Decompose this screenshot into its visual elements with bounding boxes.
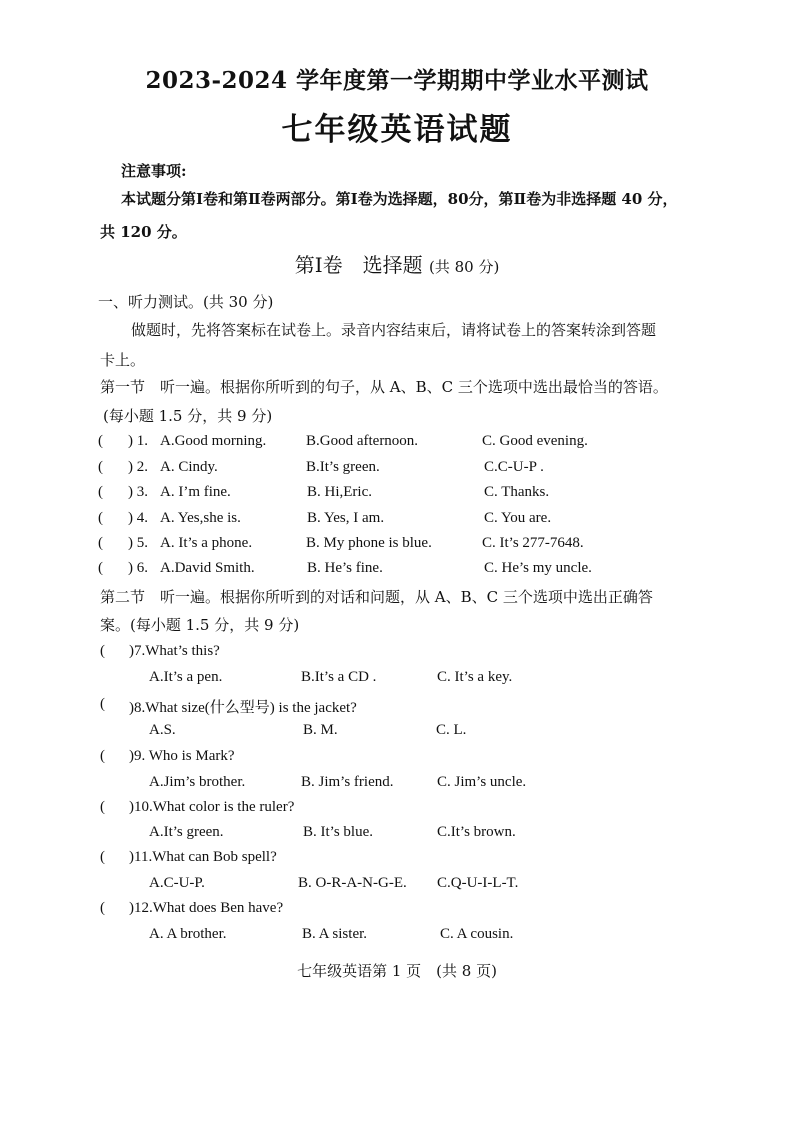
option-a: A.C-U-P. xyxy=(149,875,205,891)
option-b: B. My phone is blue. xyxy=(306,535,432,551)
volume-title: 第Ⅰ卷 选择题 xyxy=(294,253,423,277)
section1-instruction-line2: (每小题 1.5 分，共 9 分) xyxy=(103,407,273,425)
answer-bracket: ( xyxy=(98,459,103,475)
option-b: B. Yes, I am. xyxy=(307,510,385,526)
option-a: A.It’s green. xyxy=(149,824,224,840)
option-b: B. O-R-A-N-G-E. xyxy=(298,875,407,891)
question-number: ) 1. xyxy=(128,433,148,449)
part-heading: 一、听力测试。(共 30 分) xyxy=(98,293,274,311)
page-footer: 七年级英语第 1 页 (共 8 页) xyxy=(297,962,497,980)
option-b: B. A sister. xyxy=(302,926,368,942)
answer-bracket: ( xyxy=(98,484,103,500)
option-b: B.It’s green. xyxy=(306,459,380,475)
option-c: C. Jim’s uncle. xyxy=(437,774,527,790)
option-b: B. M. xyxy=(303,722,338,738)
part-instruction-line1: 做题时，先将答案标在试卷上。录音内容结束后，请将试卷上的答案转涂到答题 xyxy=(131,321,657,339)
answer-bracket: ( xyxy=(100,900,105,916)
question-number: ) 6. xyxy=(128,560,148,576)
answer-bracket: ( xyxy=(98,535,103,551)
question-number: ) 3. xyxy=(128,484,148,500)
answer-bracket: ( xyxy=(98,560,103,576)
answer-bracket: ( xyxy=(100,849,105,865)
notice-text-line2: 共 120 分。 xyxy=(100,223,187,241)
option-c: C. Thanks. xyxy=(484,484,550,500)
option-a: A. I’m fine. xyxy=(160,484,231,500)
answer-bracket: ( xyxy=(98,510,103,526)
option-a: A. It’s a phone. xyxy=(160,535,253,551)
section2-instruction-line2: 案。(每小题 1.5 分，共 9 分) xyxy=(100,616,300,634)
section1-instruction-line1: 第一节 听一遍。根据你所听到的句子，从 A、B、C 三个选项中选出最恰当的答语。 xyxy=(100,378,668,396)
option-a: A. A brother. xyxy=(149,926,227,942)
option-b: B. Jim’s friend. xyxy=(301,774,394,790)
option-c: C. He’s my uncle. xyxy=(484,560,592,576)
option-c: C. A cousin. xyxy=(440,926,514,942)
answer-bracket: ( xyxy=(100,748,105,764)
notice-label: 注意事项: xyxy=(121,162,187,180)
option-a: A.Jim’s brother. xyxy=(149,774,246,790)
option-c: C. L. xyxy=(436,722,467,738)
option-a: A. Cindy. xyxy=(160,459,218,475)
option-c: C.C-U-P . xyxy=(484,459,544,475)
answer-bracket: ( xyxy=(100,799,105,815)
question-stem: )12.What does Ben have? xyxy=(129,900,284,916)
option-a: A. Yes,she is. xyxy=(160,510,241,526)
option-c: C. Good evening. xyxy=(482,433,588,449)
question-stem: )10.What color is the ruler? xyxy=(129,799,295,815)
exam-subject-title: 七年级英语试题 xyxy=(281,112,513,148)
option-b: B.Good afternoon. xyxy=(306,433,419,449)
volume-heading xyxy=(0,249,794,278)
question-stem: )7.What’s this? xyxy=(129,643,220,659)
volume-subtitle: (共 80 分) xyxy=(428,258,500,276)
answer-bracket: ( xyxy=(100,696,105,712)
option-b: B.It’s a CD . xyxy=(301,669,377,685)
option-c: C. It’s 277-7648. xyxy=(482,535,584,551)
option-c: C.Q-U-I-L-T. xyxy=(437,875,519,891)
option-c: C.It’s brown. xyxy=(437,824,516,840)
answer-bracket: ( xyxy=(100,643,105,659)
option-a: A.S. xyxy=(149,722,176,738)
question-stem: )9. Who is Mark? xyxy=(129,748,235,764)
section2-instruction-line1: 第二节 听一遍。根据你所听到的对话和问题，从 A、B、C 三个选项中选出正确答 xyxy=(100,588,653,606)
question-number: ) 2. xyxy=(128,459,148,475)
option-b: B. He’s fine. xyxy=(307,560,383,576)
notice-text-line1: 本试题分第Ⅰ卷和第Ⅱ卷两部分。第Ⅰ卷为选择题，80分，第Ⅱ卷为非选择题 40 分， xyxy=(121,190,678,208)
answer-bracket: ( xyxy=(98,433,103,449)
exam-header-title: 2023-2024 学年度第一学期期中学业水平测试 xyxy=(145,67,649,94)
option-a: A.It’s a pen. xyxy=(149,669,223,685)
option-a: A.Good morning. xyxy=(160,433,267,449)
option-c: C. You are. xyxy=(484,510,552,526)
option-c: C. It’s a key. xyxy=(437,669,513,685)
option-b: B. It’s blue. xyxy=(303,824,373,840)
option-b: B. Hi,Eric. xyxy=(307,484,372,500)
part-instruction-line2: 卡上。 xyxy=(100,351,146,369)
question-number: ) 4. xyxy=(128,510,148,526)
question-stem: )8.What size(什么型号) is the jacket? xyxy=(129,700,357,716)
option-a: A.David Smith. xyxy=(160,560,255,576)
question-stem: )11.What can Bob spell? xyxy=(129,849,277,865)
question-number: ) 5. xyxy=(128,535,148,551)
